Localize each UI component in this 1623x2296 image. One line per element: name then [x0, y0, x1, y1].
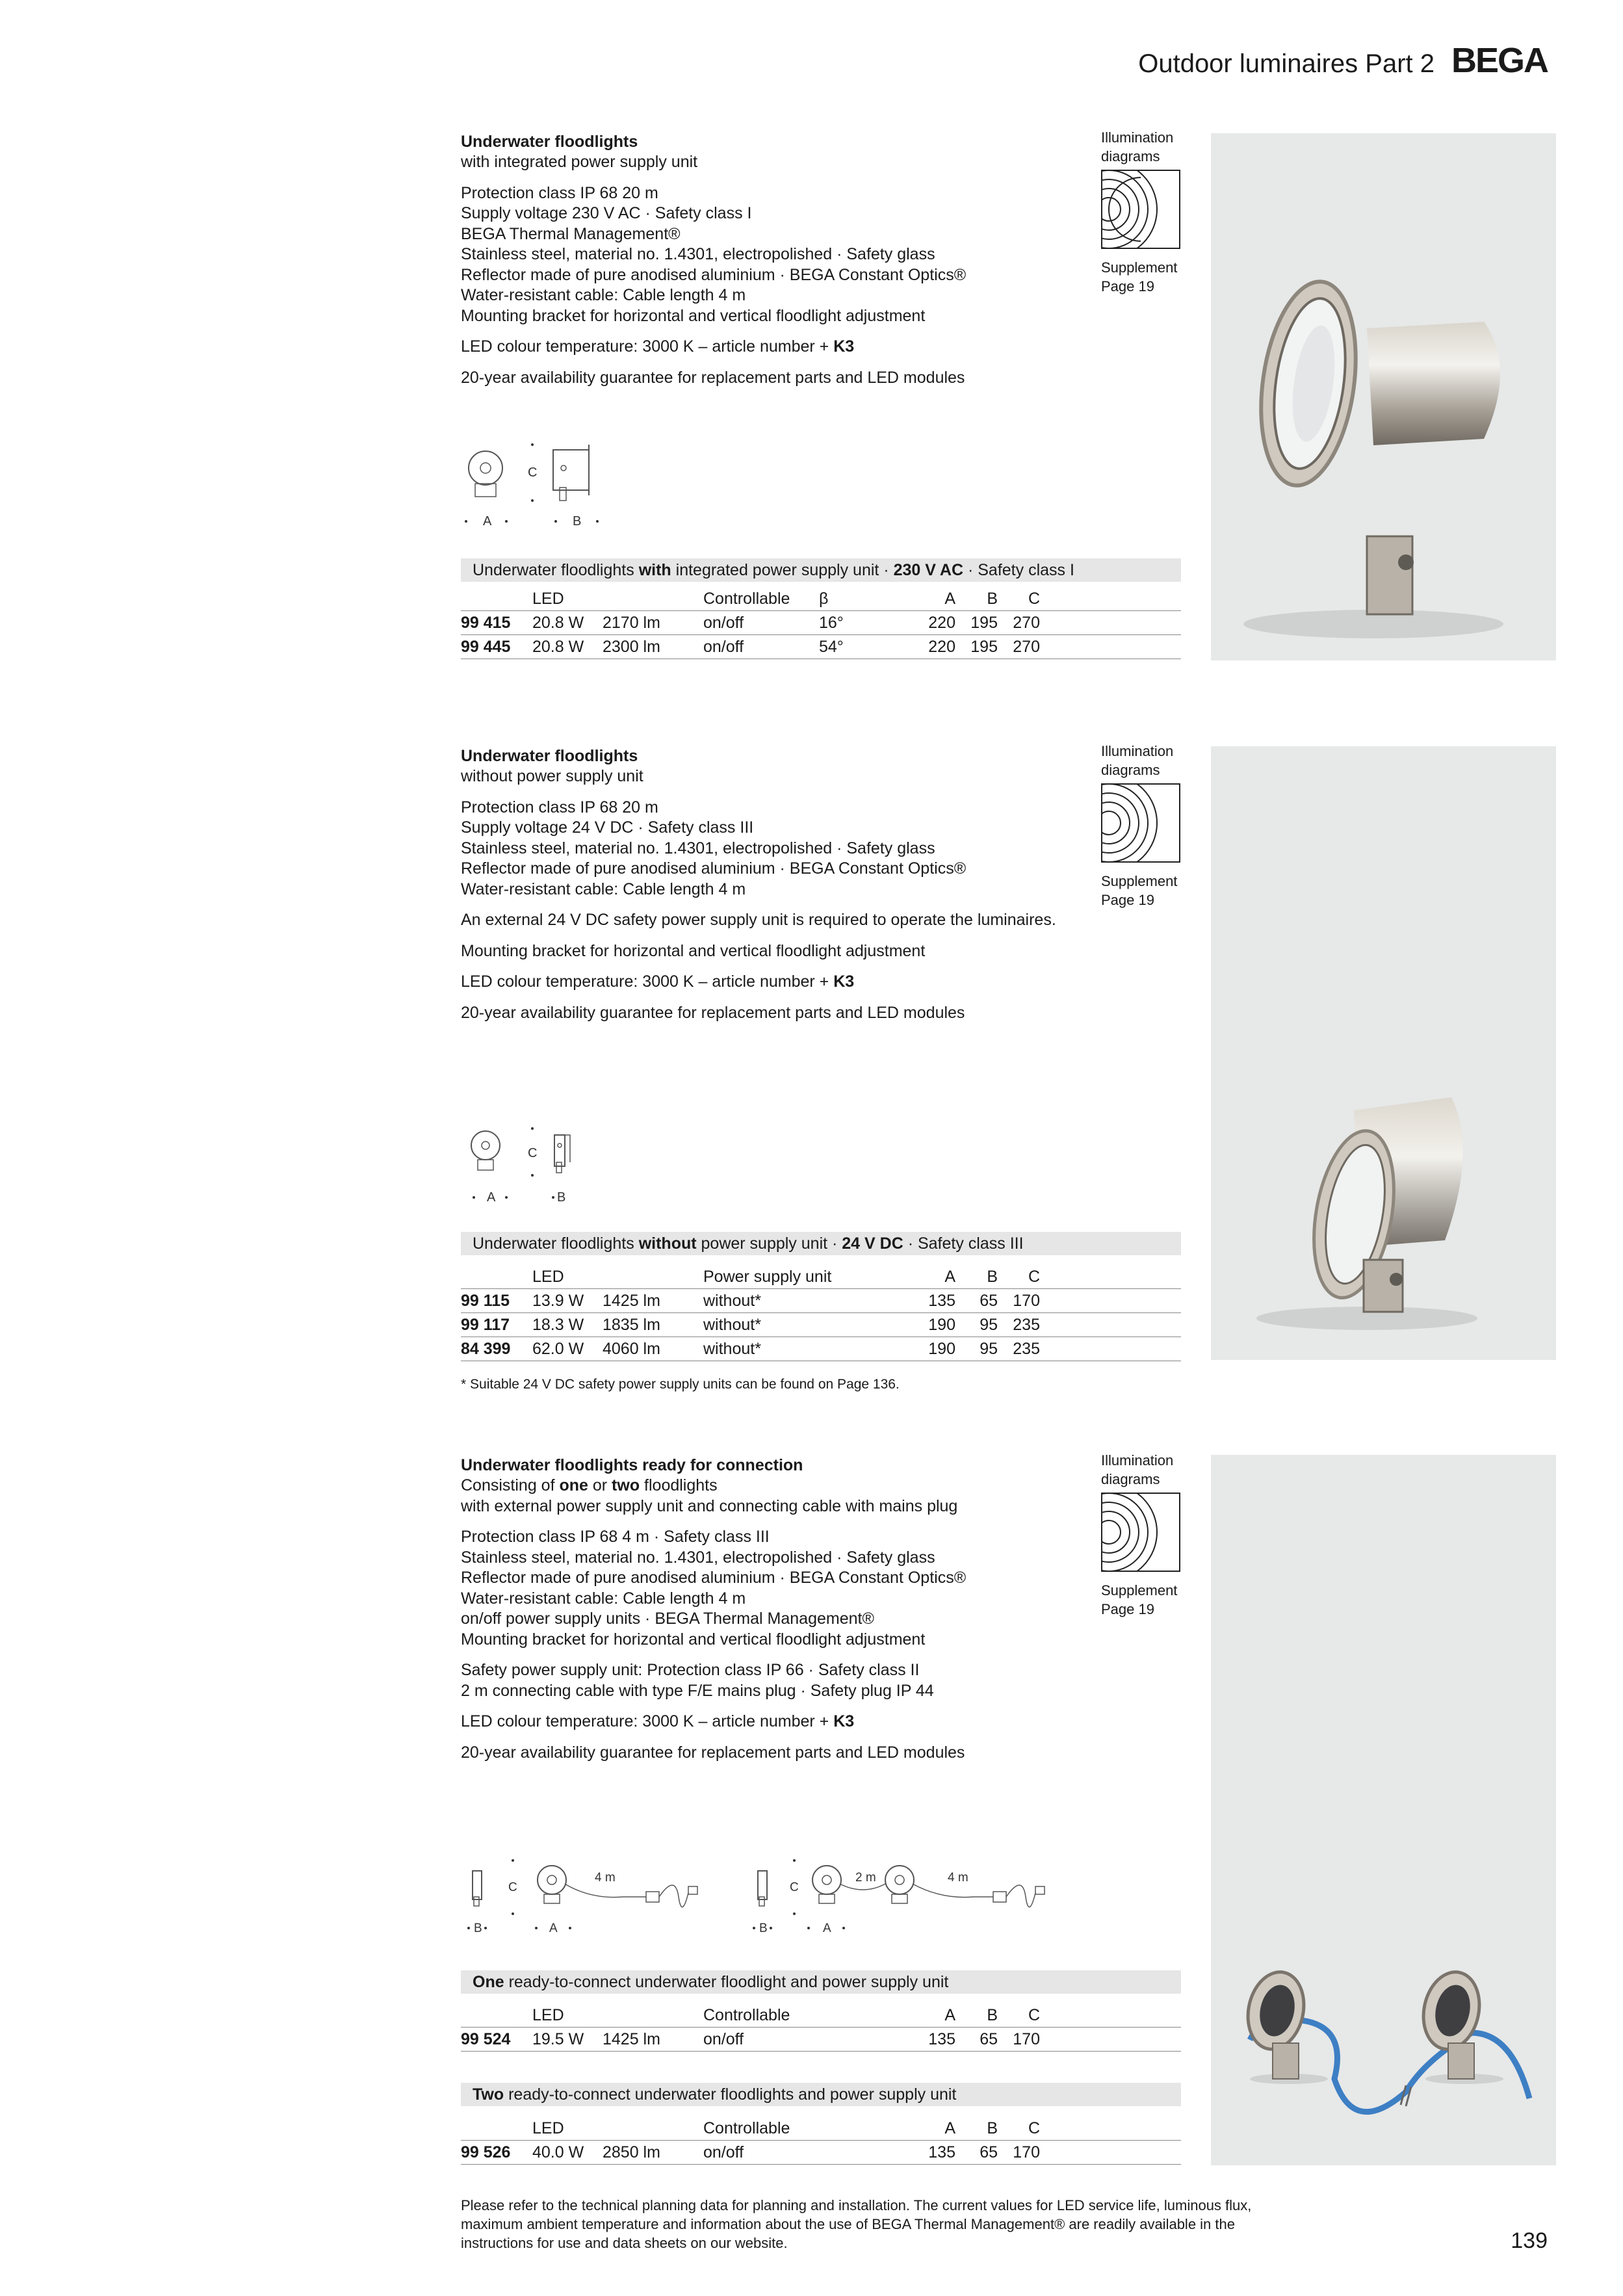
dimension-sketch-2 [461, 1123, 591, 1214]
table-3-title: One ready-to-connect underwater floodlight and power supply unit [461, 1970, 1181, 1994]
spec-line: Stainless steel, material no. 1.4301, electropolished · Safety glass [461, 839, 935, 857]
led-colour-line: LED colour temperature: 3000 K – article number + K3 [461, 972, 855, 991]
spec-line: Stainless steel, material no. 1.4301, electropolished · Safety glass [461, 245, 935, 263]
table-row: 99 115 13.9 W 1425 lm without* 135 65 170 [461, 1289, 1181, 1313]
svg-text:B: B [573, 514, 582, 528]
brand-logo: BEGA [1451, 41, 1548, 80]
table-header-row: LED Controllable A B C [461, 2003, 1181, 2028]
section-2-subtitle: without power supply unit [461, 767, 643, 785]
table-row: 99 524 19.5 W 1425 lm on/off 135 65 170 [461, 2028, 1181, 2052]
section-3-subtitle-2: with external power supply unit and connecting cable with mains plug [461, 1496, 958, 1515]
illumination-diagram-icon [1101, 1493, 1180, 1572]
page-header [1138, 40, 1548, 81]
section-3-title: Underwater floodlights ready for connection [461, 1456, 803, 1474]
floodlight-image-icon [1211, 133, 1556, 660]
spec-line: Reflector made of pure anodised aluminium · BEGA Constant Optics® [461, 859, 967, 878]
spec-line: Water-resistant cable: Cable length 4 m [461, 880, 746, 898]
guarantee-line: 20-year availability guarantee for replacement parts and LED modules [461, 1743, 965, 1762]
svg-text:4 m: 4 m [948, 1871, 968, 1885]
table-4 [461, 2117, 1181, 2165]
table-1-title: Underwater floodlights with integrated power supply unit · 230 V AC · Safety class I [461, 558, 1181, 582]
spec-line: Reflector made of pure anodised aluminium · BEGA Constant Optics® [461, 265, 967, 284]
connection-sketch-two [746, 1854, 1058, 1945]
dimension-sketch-1 [461, 436, 617, 533]
table-1 [461, 587, 1181, 659]
spec-line: Mounting bracket for horizontal and vertical floodlight adjustment [461, 1630, 926, 1649]
svg-text:A: A [487, 1190, 496, 1205]
svg-text:C: C [790, 1881, 799, 1894]
svg-text:A: A [823, 1922, 831, 1935]
section-2-title: Underwater floodlights [461, 747, 638, 765]
connection-sketch-one [461, 1854, 708, 1945]
section-3-subtitle: Consisting of one or two floodlights [461, 1476, 718, 1494]
table-row: 99 445 20.8 W 2300 lm on/off 54° 220 195 270 [461, 635, 1181, 659]
product-photo-1 [1211, 133, 1556, 660]
note-line: Mounting bracket for horizontal and vertical floodlight adjustment [461, 941, 926, 960]
svg-text:A: A [549, 1922, 558, 1935]
psu-spec-line: Safety power supply unit: Protection class IP 66 · Safety class II [461, 1661, 920, 1679]
spec-line: Supply voltage 24 V DC · Safety class III [461, 818, 754, 837]
svg-text:2 m: 2 m [855, 1871, 876, 1885]
section-1-subtitle: with integrated power supply unit [461, 153, 698, 171]
table-header-row: LED Controllable A B C [461, 2117, 1181, 2141]
table-row: 84 399 62.0 W 4060 lm without* 190 95 235 [461, 1337, 1181, 1361]
illumination-note-1: Illumination diagrams Supplement Page 19 [1101, 128, 1180, 296]
spec-line: Stainless steel, material no. 1.4301, electropolished · Safety glass [461, 1548, 935, 1567]
illumination-diagram-icon [1101, 783, 1180, 863]
section-3-text [461, 1455, 1111, 1763]
table-row: 99 526 40.0 W 2850 lm on/off 135 65 170 [461, 2141, 1181, 2165]
svg-text:A: A [483, 514, 492, 528]
table-header-row: LED Controllable β A B C [461, 587, 1181, 611]
svg-text:4 m: 4 m [595, 1871, 616, 1885]
svg-text:C: C [508, 1881, 517, 1894]
footnote: * Suitable 24 V DC safety power supply units can be found on Page 136. [461, 1377, 900, 1392]
spec-line: Protection class IP 68 20 m [461, 183, 658, 202]
section-1-text [461, 131, 1111, 388]
svg-text:B: B [759, 1922, 768, 1935]
table-2-title: Underwater floodlights without power supply unit · 24 V DC · Safety class III [461, 1232, 1181, 1255]
guarantee-line: 20-year availability guarantee for replacement parts and LED modules [461, 368, 965, 387]
spec-line: Water-resistant cable: Cable length 4 m [461, 286, 746, 304]
table-4-title: Two ready-to-connect underwater floodlights and power supply unit [461, 2083, 1181, 2106]
svg-text:B: B [474, 1922, 482, 1935]
table-header-row: LED Power supply unit A B C [461, 1265, 1181, 1289]
floodlight-pair-image-icon [1211, 1455, 1556, 2165]
svg-text:C: C [528, 1146, 538, 1160]
svg-text:B: B [557, 1190, 566, 1205]
product-photo-2 [1211, 746, 1556, 1360]
spec-line: Reflector made of pure anodised aluminium · BEGA Constant Optics® [461, 1569, 967, 1587]
page-number: 139 [1511, 2228, 1548, 2253]
led-colour-line: LED colour temperature: 3000 K – article number + K3 [461, 1712, 855, 1730]
floodlight-image-icon [1211, 746, 1556, 1360]
table-3 [461, 2003, 1181, 2052]
table-row: 99 117 18.3 W 1835 lm without* 190 95 235 [461, 1313, 1181, 1337]
table-row: 99 415 20.8 W 2170 lm on/off 16° 220 195 270 [461, 611, 1181, 635]
spec-line: Supply voltage 230 V AC · Safety class I [461, 204, 752, 222]
guarantee-line: 20-year availability guarantee for replacement parts and LED modules [461, 1003, 965, 1022]
psu-spec-line: 2 m connecting cable with type F/E mains plug · Safety plug IP 44 [461, 1681, 934, 1700]
spec-line: Protection class IP 68 20 m [461, 798, 658, 816]
product-photo-3 [1211, 1455, 1556, 2165]
footer-note: Please refer to the technical planning data for planning and installation. The current values for LED service life, luminous flux, maximum ambient temperature and information about the use of BEGA Thermal Management® are readily available in the instructions for use and data sheets on our website. [461, 2197, 1252, 2251]
note-line: An external 24 V DC safety power supply unit is required to operate the luminaires. [461, 911, 1056, 929]
illumination-diagram-icon [1101, 170, 1180, 249]
svg-text:C: C [528, 465, 538, 480]
table-2 [461, 1265, 1181, 1361]
spec-line: on/off power supply units · BEGA Thermal Management® [461, 1610, 874, 1628]
spec-line: Protection class IP 68 4 m · Safety class III [461, 1528, 770, 1546]
section-2-text [461, 746, 1111, 1023]
catalog-title: Outdoor luminaires Part 2 [1138, 49, 1435, 78]
spec-line: Water-resistant cable: Cable length 4 m [461, 1589, 746, 1608]
section-1-title: Underwater floodlights [461, 133, 638, 151]
illumination-note-3: Illumination diagrams Supplement Page 19 [1101, 1451, 1180, 1619]
illumination-note-2: Illumination diagrams Supplement Page 19 [1101, 742, 1180, 909]
led-colour-line: LED colour temperature: 3000 K – article number + K3 [461, 337, 855, 356]
spec-line: BEGA Thermal Management® [461, 224, 681, 243]
spec-line: Mounting bracket for horizontal and vertical floodlight adjustment [461, 306, 926, 325]
